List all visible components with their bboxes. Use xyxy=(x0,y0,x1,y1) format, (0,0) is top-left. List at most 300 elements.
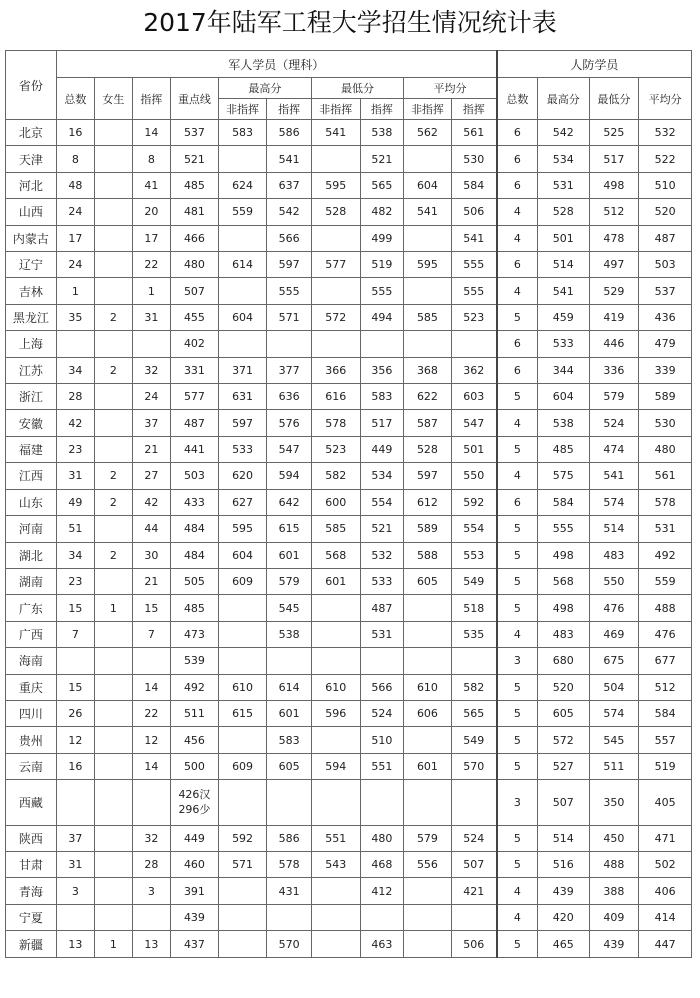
table-cell: 538 xyxy=(537,410,589,436)
table-cell: 14 xyxy=(132,674,171,700)
table-cell: 5 xyxy=(497,700,538,726)
table-cell xyxy=(267,904,312,930)
table-cell: 402 xyxy=(171,331,219,357)
table-cell: 524 xyxy=(451,825,497,851)
table-cell: 553 xyxy=(451,542,497,568)
table-cell: 541 xyxy=(589,463,639,489)
table-cell xyxy=(404,904,452,930)
table-cell: 24 xyxy=(56,199,95,225)
table-cell: 614 xyxy=(218,252,267,278)
table-cell: 34 xyxy=(56,357,95,383)
table-cell: 584 xyxy=(451,172,497,198)
table-cell: 603 xyxy=(451,384,497,410)
table-row xyxy=(6,852,692,878)
table-cell: 605 xyxy=(404,568,452,594)
table-cell: 492 xyxy=(171,674,219,700)
province-cell: 江西 xyxy=(6,463,57,489)
table-cell: 522 xyxy=(639,146,692,172)
table-cell: 574 xyxy=(589,700,639,726)
table-cell: 601 xyxy=(404,753,452,779)
table-cell: 578 xyxy=(311,410,360,436)
table-cell xyxy=(95,410,132,436)
table-cell xyxy=(95,225,132,251)
table-cell: 501 xyxy=(451,436,497,462)
table-cell: 4 xyxy=(497,621,538,647)
table-cell xyxy=(132,780,171,825)
table-cell: 566 xyxy=(360,674,404,700)
table-cell: 554 xyxy=(451,516,497,542)
table-cell: 336 xyxy=(589,357,639,383)
table-cell: 521 xyxy=(360,516,404,542)
table-row xyxy=(6,278,692,304)
table-cell: 27 xyxy=(132,463,171,489)
table-cell: 17 xyxy=(56,225,95,251)
table-cell xyxy=(451,331,497,357)
table-cell: 3 xyxy=(497,780,538,825)
table-cell: 5 xyxy=(497,436,538,462)
table-cell: 480 xyxy=(360,825,404,851)
table-cell: 600 xyxy=(311,489,360,515)
table-cell: 41 xyxy=(132,172,171,198)
table-cell: 463 xyxy=(360,931,404,958)
table-cell xyxy=(360,648,404,674)
table-cell: 421 xyxy=(451,878,497,904)
table-cell: 498 xyxy=(589,172,639,198)
table-cell xyxy=(311,904,360,930)
table-row xyxy=(6,252,692,278)
table-cell: 5 xyxy=(497,753,538,779)
table-cell xyxy=(267,648,312,674)
table-cell: 531 xyxy=(639,516,692,542)
table-cell xyxy=(95,621,132,647)
table-cell xyxy=(311,780,360,825)
header-average-non-command: 非指挥 xyxy=(404,99,452,120)
table-cell: 356 xyxy=(360,357,404,383)
table-cell: 605 xyxy=(537,700,589,726)
table-cell: 362 xyxy=(451,357,497,383)
header-highest: 最高分 xyxy=(218,78,311,99)
table-cell: 484 xyxy=(171,542,219,568)
province-cell: 北京 xyxy=(6,120,57,146)
table-cell: 1 xyxy=(95,595,132,621)
table-cell: 32 xyxy=(132,357,171,383)
table-cell xyxy=(360,331,404,357)
table-cell: 28 xyxy=(132,852,171,878)
table-cell: 494 xyxy=(360,304,404,330)
table-cell: 3 xyxy=(132,878,171,904)
table-cell: 534 xyxy=(360,463,404,489)
table-cell xyxy=(95,252,132,278)
table-cell: 16 xyxy=(56,120,95,146)
table-cell: 572 xyxy=(537,727,589,753)
table-cell: 579 xyxy=(267,568,312,594)
table-cell: 539 xyxy=(171,648,219,674)
table-body xyxy=(6,120,692,958)
table-cell: 5 xyxy=(497,931,538,958)
table-cell: 566 xyxy=(267,225,312,251)
table-cell: 610 xyxy=(311,674,360,700)
table-cell: 520 xyxy=(639,199,692,225)
table-cell: 450 xyxy=(589,825,639,851)
table-cell xyxy=(218,146,267,172)
table-cell: 377 xyxy=(267,357,312,383)
table-row xyxy=(6,825,692,851)
table-cell: 605 xyxy=(267,753,312,779)
table-cell: 15 xyxy=(56,595,95,621)
table-cell xyxy=(56,780,95,825)
table-cell: 525 xyxy=(589,120,639,146)
table-cell: 537 xyxy=(171,120,219,146)
province-cell: 山西 xyxy=(6,199,57,225)
table-cell xyxy=(311,648,360,674)
table-cell xyxy=(95,436,132,462)
table-cell: 541 xyxy=(404,199,452,225)
table-cell: 6 xyxy=(497,331,538,357)
table-cell: 488 xyxy=(639,595,692,621)
table-cell: 49 xyxy=(56,489,95,515)
province-cell: 福建 xyxy=(6,436,57,462)
table-cell: 4 xyxy=(497,199,538,225)
header-command: 指挥 xyxy=(132,78,171,120)
table-cell: 5 xyxy=(497,384,538,410)
province-cell: 吉林 xyxy=(6,278,57,304)
table-cell: 533 xyxy=(218,436,267,462)
header-lowest-command: 指挥 xyxy=(360,99,404,120)
table-cell: 498 xyxy=(537,595,589,621)
table-cell: 612 xyxy=(404,489,452,515)
table-cell xyxy=(95,331,132,357)
table-cell: 510 xyxy=(360,727,404,753)
table-cell xyxy=(218,225,267,251)
table-cell: 449 xyxy=(171,825,219,851)
table-cell: 624 xyxy=(218,172,267,198)
table-cell: 455 xyxy=(171,304,219,330)
table-cell: 507 xyxy=(451,852,497,878)
table-cell xyxy=(95,568,132,594)
table-cell: 568 xyxy=(537,568,589,594)
table-cell: 6 xyxy=(497,489,538,515)
province-cell: 广西 xyxy=(6,621,57,647)
table-cell xyxy=(218,904,267,930)
table-cell xyxy=(404,931,452,958)
table-cell: 521 xyxy=(360,146,404,172)
table-cell xyxy=(95,780,132,825)
table-cell: 562 xyxy=(404,120,452,146)
table-cell: 13 xyxy=(56,931,95,958)
table-row xyxy=(6,621,692,647)
table-cell xyxy=(404,727,452,753)
table-cell: 533 xyxy=(537,331,589,357)
table-cell: 610 xyxy=(218,674,267,700)
table-cell: 2 xyxy=(95,357,132,383)
table-cell: 586 xyxy=(267,825,312,851)
header-lowest-non-command: 非指挥 xyxy=(311,99,360,120)
table-cell: 24 xyxy=(56,252,95,278)
province-cell: 青海 xyxy=(6,878,57,904)
province-cell: 云南 xyxy=(6,753,57,779)
table-cell: 594 xyxy=(311,753,360,779)
province-cell: 江苏 xyxy=(6,357,57,383)
header-military-group: 军人学员（理科） xyxy=(56,51,497,78)
table-cell: 483 xyxy=(537,621,589,647)
table-cell: 21 xyxy=(132,568,171,594)
table-cell xyxy=(360,780,404,825)
province-cell: 四川 xyxy=(6,700,57,726)
table-row xyxy=(6,463,692,489)
table-cell: 501 xyxy=(537,225,589,251)
table-cell xyxy=(132,904,171,930)
table-cell: 5 xyxy=(497,727,538,753)
table-cell xyxy=(95,753,132,779)
table-cell: 420 xyxy=(537,904,589,930)
table-cell xyxy=(95,648,132,674)
table-cell xyxy=(95,146,132,172)
table-cell: 578 xyxy=(639,489,692,515)
table-cell: 545 xyxy=(267,595,312,621)
table-cell: 559 xyxy=(639,568,692,594)
table-cell: 499 xyxy=(360,225,404,251)
table-row xyxy=(6,700,692,726)
table-cell: 579 xyxy=(404,825,452,851)
table-cell: 7 xyxy=(132,621,171,647)
table-cell xyxy=(218,878,267,904)
table-cell: 596 xyxy=(311,700,360,726)
table-cell: 5 xyxy=(497,304,538,330)
table-cell: 388 xyxy=(589,878,639,904)
table-cell: 557 xyxy=(639,727,692,753)
table-cell: 574 xyxy=(589,489,639,515)
table-cell: 436 xyxy=(639,304,692,330)
table-row xyxy=(6,568,692,594)
table-cell: 506 xyxy=(451,931,497,958)
table-cell: 521 xyxy=(171,146,219,172)
table-cell xyxy=(95,384,132,410)
table-cell xyxy=(267,331,312,357)
table-cell: 550 xyxy=(451,463,497,489)
table-cell xyxy=(95,904,132,930)
table-cell: 431 xyxy=(267,878,312,904)
header-province: 省份 xyxy=(6,51,57,120)
header-civil-total: 总数 xyxy=(497,78,538,120)
table-cell: 3 xyxy=(56,878,95,904)
header-lowest: 最低分 xyxy=(311,78,403,99)
table-cell: 514 xyxy=(589,516,639,542)
table-cell: 447 xyxy=(639,931,692,958)
table-cell: 584 xyxy=(537,489,589,515)
table-cell: 587 xyxy=(404,410,452,436)
table-cell: 42 xyxy=(132,489,171,515)
table-cell: 6 xyxy=(497,146,538,172)
table-cell: 16 xyxy=(56,753,95,779)
table-cell: 449 xyxy=(360,436,404,462)
table-cell: 5 xyxy=(497,825,538,851)
table-cell: 350 xyxy=(589,780,639,825)
province-cell: 湖南 xyxy=(6,568,57,594)
province-cell: 贵州 xyxy=(6,727,57,753)
table-cell: 4 xyxy=(497,278,538,304)
table-cell: 541 xyxy=(451,225,497,251)
table-row xyxy=(6,304,692,330)
table-cell: 23 xyxy=(56,568,95,594)
table-cell xyxy=(267,780,312,825)
table-cell: 484 xyxy=(171,516,219,542)
table-cell: 481 xyxy=(171,199,219,225)
table-cell: 2 xyxy=(95,489,132,515)
table-cell: 545 xyxy=(589,727,639,753)
table-cell: 588 xyxy=(404,542,452,568)
table-cell: 571 xyxy=(267,304,312,330)
table-cell: 466 xyxy=(171,225,219,251)
table-cell: 371 xyxy=(218,357,267,383)
table-cell: 620 xyxy=(218,463,267,489)
table-cell: 21 xyxy=(132,436,171,462)
table-row xyxy=(6,542,692,568)
table-cell: 446 xyxy=(589,331,639,357)
table-cell: 592 xyxy=(451,489,497,515)
table-row xyxy=(6,225,692,251)
table-cell xyxy=(404,225,452,251)
table-cell: 531 xyxy=(360,621,404,647)
table-cell: 527 xyxy=(537,753,589,779)
table-cell: 368 xyxy=(404,357,452,383)
table-cell: 4 xyxy=(497,410,538,436)
table-cell: 555 xyxy=(451,252,497,278)
table-cell: 535 xyxy=(451,621,497,647)
table-cell: 642 xyxy=(267,489,312,515)
table-cell xyxy=(311,931,360,958)
table-cell: 459 xyxy=(537,304,589,330)
table-cell xyxy=(95,172,132,198)
table-cell: 24 xyxy=(132,384,171,410)
table-cell: 503 xyxy=(639,252,692,278)
table-row xyxy=(6,199,692,225)
table-cell xyxy=(404,146,452,172)
table-cell: 604 xyxy=(404,172,452,198)
table-cell xyxy=(311,727,360,753)
table-cell: 524 xyxy=(589,410,639,436)
table-cell: 15 xyxy=(132,595,171,621)
table-row xyxy=(6,331,692,357)
table-cell: 554 xyxy=(360,489,404,515)
table-cell: 541 xyxy=(537,278,589,304)
table-cell: 28 xyxy=(56,384,95,410)
table-cell xyxy=(218,595,267,621)
table-cell: 13 xyxy=(132,931,171,958)
table-cell: 20 xyxy=(132,199,171,225)
table-row xyxy=(6,436,692,462)
table-cell: 366 xyxy=(311,357,360,383)
table-cell: 549 xyxy=(451,727,497,753)
table-cell: 583 xyxy=(218,120,267,146)
table-cell xyxy=(95,852,132,878)
table-cell: 406 xyxy=(639,878,692,904)
table-cell: 565 xyxy=(451,700,497,726)
table-cell: 22 xyxy=(132,700,171,726)
table-cell: 575 xyxy=(537,463,589,489)
table-row xyxy=(6,904,692,930)
table-cell: 476 xyxy=(589,595,639,621)
table-cell: 559 xyxy=(218,199,267,225)
table-cell: 22 xyxy=(132,252,171,278)
table-cell xyxy=(95,878,132,904)
table-cell: 555 xyxy=(451,278,497,304)
table-cell: 4 xyxy=(497,904,538,930)
table-cell xyxy=(218,648,267,674)
table-cell xyxy=(311,146,360,172)
table-cell: 506 xyxy=(451,199,497,225)
table-row xyxy=(6,120,692,146)
table-cell: 585 xyxy=(311,516,360,542)
table-cell: 503 xyxy=(171,463,219,489)
page-title: 2017年陆军工程大学招生情况统计表 xyxy=(143,8,557,37)
table-cell xyxy=(311,331,360,357)
table-cell: 631 xyxy=(218,384,267,410)
table-cell: 3 xyxy=(497,648,538,674)
table-cell: 531 xyxy=(537,172,589,198)
table-cell: 512 xyxy=(639,674,692,700)
table-cell: 6 xyxy=(497,120,538,146)
table-cell: 568 xyxy=(311,542,360,568)
table-cell: 589 xyxy=(639,384,692,410)
table-cell: 15 xyxy=(56,674,95,700)
table-cell: 439 xyxy=(589,931,639,958)
table-cell: 615 xyxy=(267,516,312,542)
table-cell: 538 xyxy=(267,621,312,647)
province-cell: 宁夏 xyxy=(6,904,57,930)
table-cell: 31 xyxy=(56,852,95,878)
table-cell: 483 xyxy=(589,542,639,568)
table-cell: 604 xyxy=(218,304,267,330)
table-cell: 5 xyxy=(497,542,538,568)
province-cell: 黑龙江 xyxy=(6,304,57,330)
table-cell: 23 xyxy=(56,436,95,462)
table-cell: 636 xyxy=(267,384,312,410)
table-cell: 555 xyxy=(360,278,404,304)
table-cell: 12 xyxy=(56,727,95,753)
table-cell: 5 xyxy=(497,674,538,700)
table-cell: 584 xyxy=(639,700,692,726)
table-cell: 409 xyxy=(589,904,639,930)
table-cell xyxy=(95,120,132,146)
table-cell: 487 xyxy=(360,595,404,621)
table-cell: 1 xyxy=(132,278,171,304)
table-row xyxy=(6,753,692,779)
table-row xyxy=(6,384,692,410)
table-cell: 577 xyxy=(311,252,360,278)
table-cell: 549 xyxy=(451,568,497,594)
table-cell: 616 xyxy=(311,384,360,410)
province-cell: 西藏 xyxy=(6,780,57,825)
table-cell xyxy=(311,878,360,904)
table-cell: 51 xyxy=(56,516,95,542)
province-cell: 海南 xyxy=(6,648,57,674)
table-cell: 437 xyxy=(171,931,219,958)
header-total: 总数 xyxy=(56,78,95,120)
table-cell: 405 xyxy=(639,780,692,825)
table-row xyxy=(6,172,692,198)
table-cell: 578 xyxy=(267,852,312,878)
table-cell: 2 xyxy=(95,463,132,489)
table-cell: 37 xyxy=(56,825,95,851)
table-cell: 510 xyxy=(639,172,692,198)
table-cell: 532 xyxy=(639,120,692,146)
table-cell: 504 xyxy=(589,674,639,700)
province-cell: 辽宁 xyxy=(6,252,57,278)
table-cell: 561 xyxy=(451,120,497,146)
province-cell: 上海 xyxy=(6,331,57,357)
table-cell: 601 xyxy=(311,568,360,594)
table-cell: 2 xyxy=(95,304,132,330)
